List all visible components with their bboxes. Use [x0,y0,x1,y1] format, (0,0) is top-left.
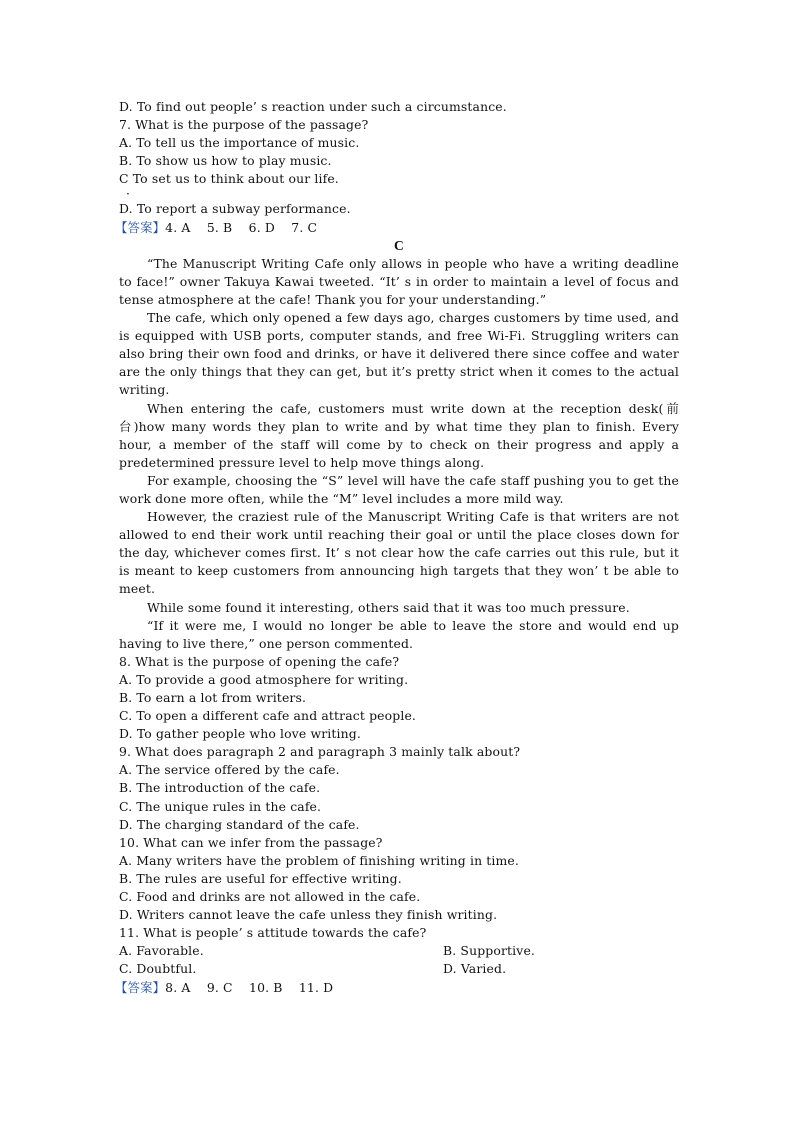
question-7: 7. What is the purpose of the passage? [119,117,369,133]
question-11: 11. What is people’ s attitude towards the cafe? [119,925,427,941]
answer-line-2 [115,979,679,997]
answer-tag: 【答案】 [115,219,166,235]
option-10a: A. Many writers have the problem of finishing writing in time. [119,852,519,868]
stray-dot: · [126,186,131,202]
answer-line-1 [115,219,679,237]
option-7a: A. To tell us the importance of music. [119,135,360,151]
option-8b: B. To earn a lot from writers. [119,690,307,705]
option-11c: C. Doubtful. [119,961,197,977]
option-7d: D. To report a subway performance. [119,201,351,217]
options-11-row-2 [119,960,679,978]
option-9c: C. The unique rules in the cafe. [119,798,322,814]
document-content [115,98,679,997]
option-9b: B. The introduction of the cafe. [119,780,321,796]
option-7b: B. To show us how to play music. [119,153,332,169]
question-9: 9. What does paragraph 2 and paragraph 3 mainly talk about? [119,744,521,760]
passage-paragraph-6: While some found it interesting, others said that it was too much pressure. [147,599,630,615]
option-9d: D. The charging standard of the cafe. [119,816,360,832]
question-8: 8. What is the purpose of opening the cafe? [119,653,400,669]
option-8c: C. To open a different cafe and attract people. [119,708,417,724]
option-10d: D. Writers cannot leave the cafe unless they finish writing. [119,907,498,923]
answer-text-2: 8. A 9. C 10. B 11. D [165,979,334,995]
section-heading-c: C [394,237,404,253]
passage-paragraph-7: “If it were me, I would no longer be able to leave the store and would end up having to live there,” one person commented. [119,617,679,651]
question-10: 10. What can we infer from the passage? [119,834,383,850]
passage-paragraph-2: The cafe, which only opened a few days ago, charges customers by time used, and is equipped with USB ports, computer stands, and free Wi-Fi. Struggling writers can also bring their own food and drinks, or have it delivered there since coffee and water are the only things that they can get, but it’s pretty strict when it comes to the actual writing. [119,310,679,398]
passage-paragraph-1: “The Manuscript Writing Cafe only allows in people who have a writing deadline to face!” owner Takuya Kawai tweeted. “It’ s in order to maintain a level of focus and tense atmosphere at the cafe! Thank you for your understanding.” [119,255,679,307]
option-11d: D. Varied. [443,961,507,977]
answer-tag-2: 【答案】 [115,979,166,995]
answer-text: 4. A 5. B 6. D 7. C [165,219,318,235]
option-8a: A. To provide a good atmosphere for writing. [119,671,409,687]
passage-paragraph-5: However, the craziest rule of the Manuscript Writing Cafe is that writers are not allowed to end their work until reaching their goal or until the place closes down for the day, whichever comes first. It’ s not clear how the cafe carries out this rule, but it is meant to keep customers from announcing high targets that they won’ t be able to meet. [119,509,679,597]
passage-paragraph-3: When entering the cafe, customers must write down at the reception desk(前台)how many words they plan to write and by what time they plan to finish. Every hour, a member of the staff will come by to check on their progress and apply a predetermined pressure level to help move things along. [119,400,679,470]
option-11a: A. Favorable. [119,943,204,959]
passage-paragraph-4: For example, choosing the “S” level will have the cafe staff pushing you to get the work done more often, while the “M” level includes a more mild way. [119,472,679,506]
option-8d: D. To gather people who love writing. [119,726,361,742]
option-10c: C. Food and drinks are not allowed in the cafe. [119,889,421,905]
option-11b: B. Supportive. [443,943,536,959]
option-7c: C To set us to think about our life. [119,171,339,187]
option-6d: D. To find out people’ s reaction under such a circumstance. [119,99,507,114]
options-11-row-1 [119,942,679,960]
option-10b: B. The rules are useful for effective writing. [119,870,402,886]
option-9a: A. The service offered by the cafe. [119,762,340,778]
